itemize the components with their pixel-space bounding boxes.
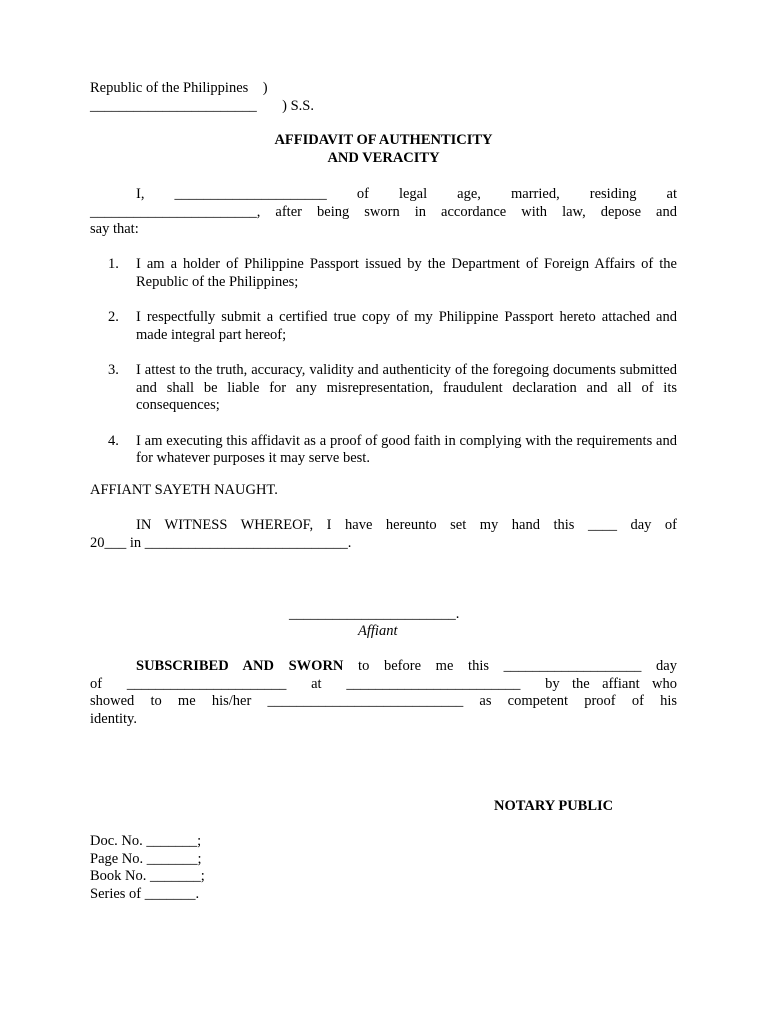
title-line1: AFFIDAVIT OF AUTHENTICITY	[274, 132, 493, 148]
statement-number: 4.	[108, 432, 119, 449]
affiant-label: Affiant	[358, 623, 398, 639]
page-no: Page No. _______;	[90, 850, 202, 867]
statement-number: 3.	[108, 362, 119, 378]
title-line2: AND VERACITY	[327, 149, 440, 166]
affiant-sayeth-naught: AFFIANT SAYETH NAUGHT.	[90, 482, 278, 498]
statement-text: I am a holder of Philippine Passport issued by the Department of Foreign Affairs of the Republic of the Philippines;	[136, 256, 677, 290]
statement-item	[90, 433, 677, 468]
statement-text: I am executing this affidavit as a proof of good faith in complying with the requirements and for whatever purposes it may serve best.	[136, 432, 677, 466]
statement-list	[90, 256, 677, 468]
witness-paragraph	[90, 517, 677, 552]
statement-text: I respectfully submit a certified true copy of my Philippine Passport hereto attached and made integral part hereof;	[136, 309, 677, 343]
intro-line2: _______________________, after being sworn in accordance with law, depose and	[90, 203, 677, 220]
jurat-line1-rest: to before me this ___________________ day	[343, 658, 677, 674]
witness-line2: 20___ in ____________________________.	[90, 534, 352, 551]
jurat-line4: identity.	[90, 710, 137, 727]
notarial-register-entries	[90, 833, 205, 903]
statement-item	[90, 256, 677, 291]
statement-item	[90, 309, 677, 344]
intro-line3: say that:	[90, 221, 139, 237]
jurat-paragraph	[90, 658, 677, 728]
doc-no: Doc. No. _______;	[90, 833, 202, 849]
document-title	[90, 132, 677, 167]
jurat-line2: of ______________________ at ________________________ by the affiant who	[90, 675, 677, 692]
affiant-signature-line: _______________________.	[289, 606, 460, 622]
book-no: Book No. _______;	[90, 868, 205, 884]
statement-item	[90, 362, 677, 415]
intro-paragraph	[90, 186, 677, 239]
series-of: Series of _______.	[90, 885, 200, 902]
jurat-line1	[90, 658, 677, 676]
statement-number: 1.	[108, 256, 119, 272]
witness-line1: IN WITNESS WHEREOF, I have hereunto set my hand this ____ day of	[136, 517, 677, 533]
jurat-line3: showed to me his/her ___________________________ as competent proof of his	[90, 693, 677, 709]
notary-public-label: NOTARY PUBLIC	[494, 798, 614, 814]
statement-number: 2.	[108, 309, 119, 325]
venue-caption-line2: _______________________ ) S.S.	[90, 98, 314, 114]
intro-line1: I, _____________________ of legal age, married, residing at	[136, 186, 677, 202]
venue-caption-line1: Republic of the Philippines )	[90, 80, 268, 96]
jurat-bold-phrase: SUBSCRIBED AND SWORN	[136, 658, 344, 674]
statement-text: I attest to the truth, accuracy, validity and authenticity of the foregoing documents submitted and shall be liable for any misrepresentation, fraudulent declaration and all of its consequences;	[136, 362, 677, 413]
